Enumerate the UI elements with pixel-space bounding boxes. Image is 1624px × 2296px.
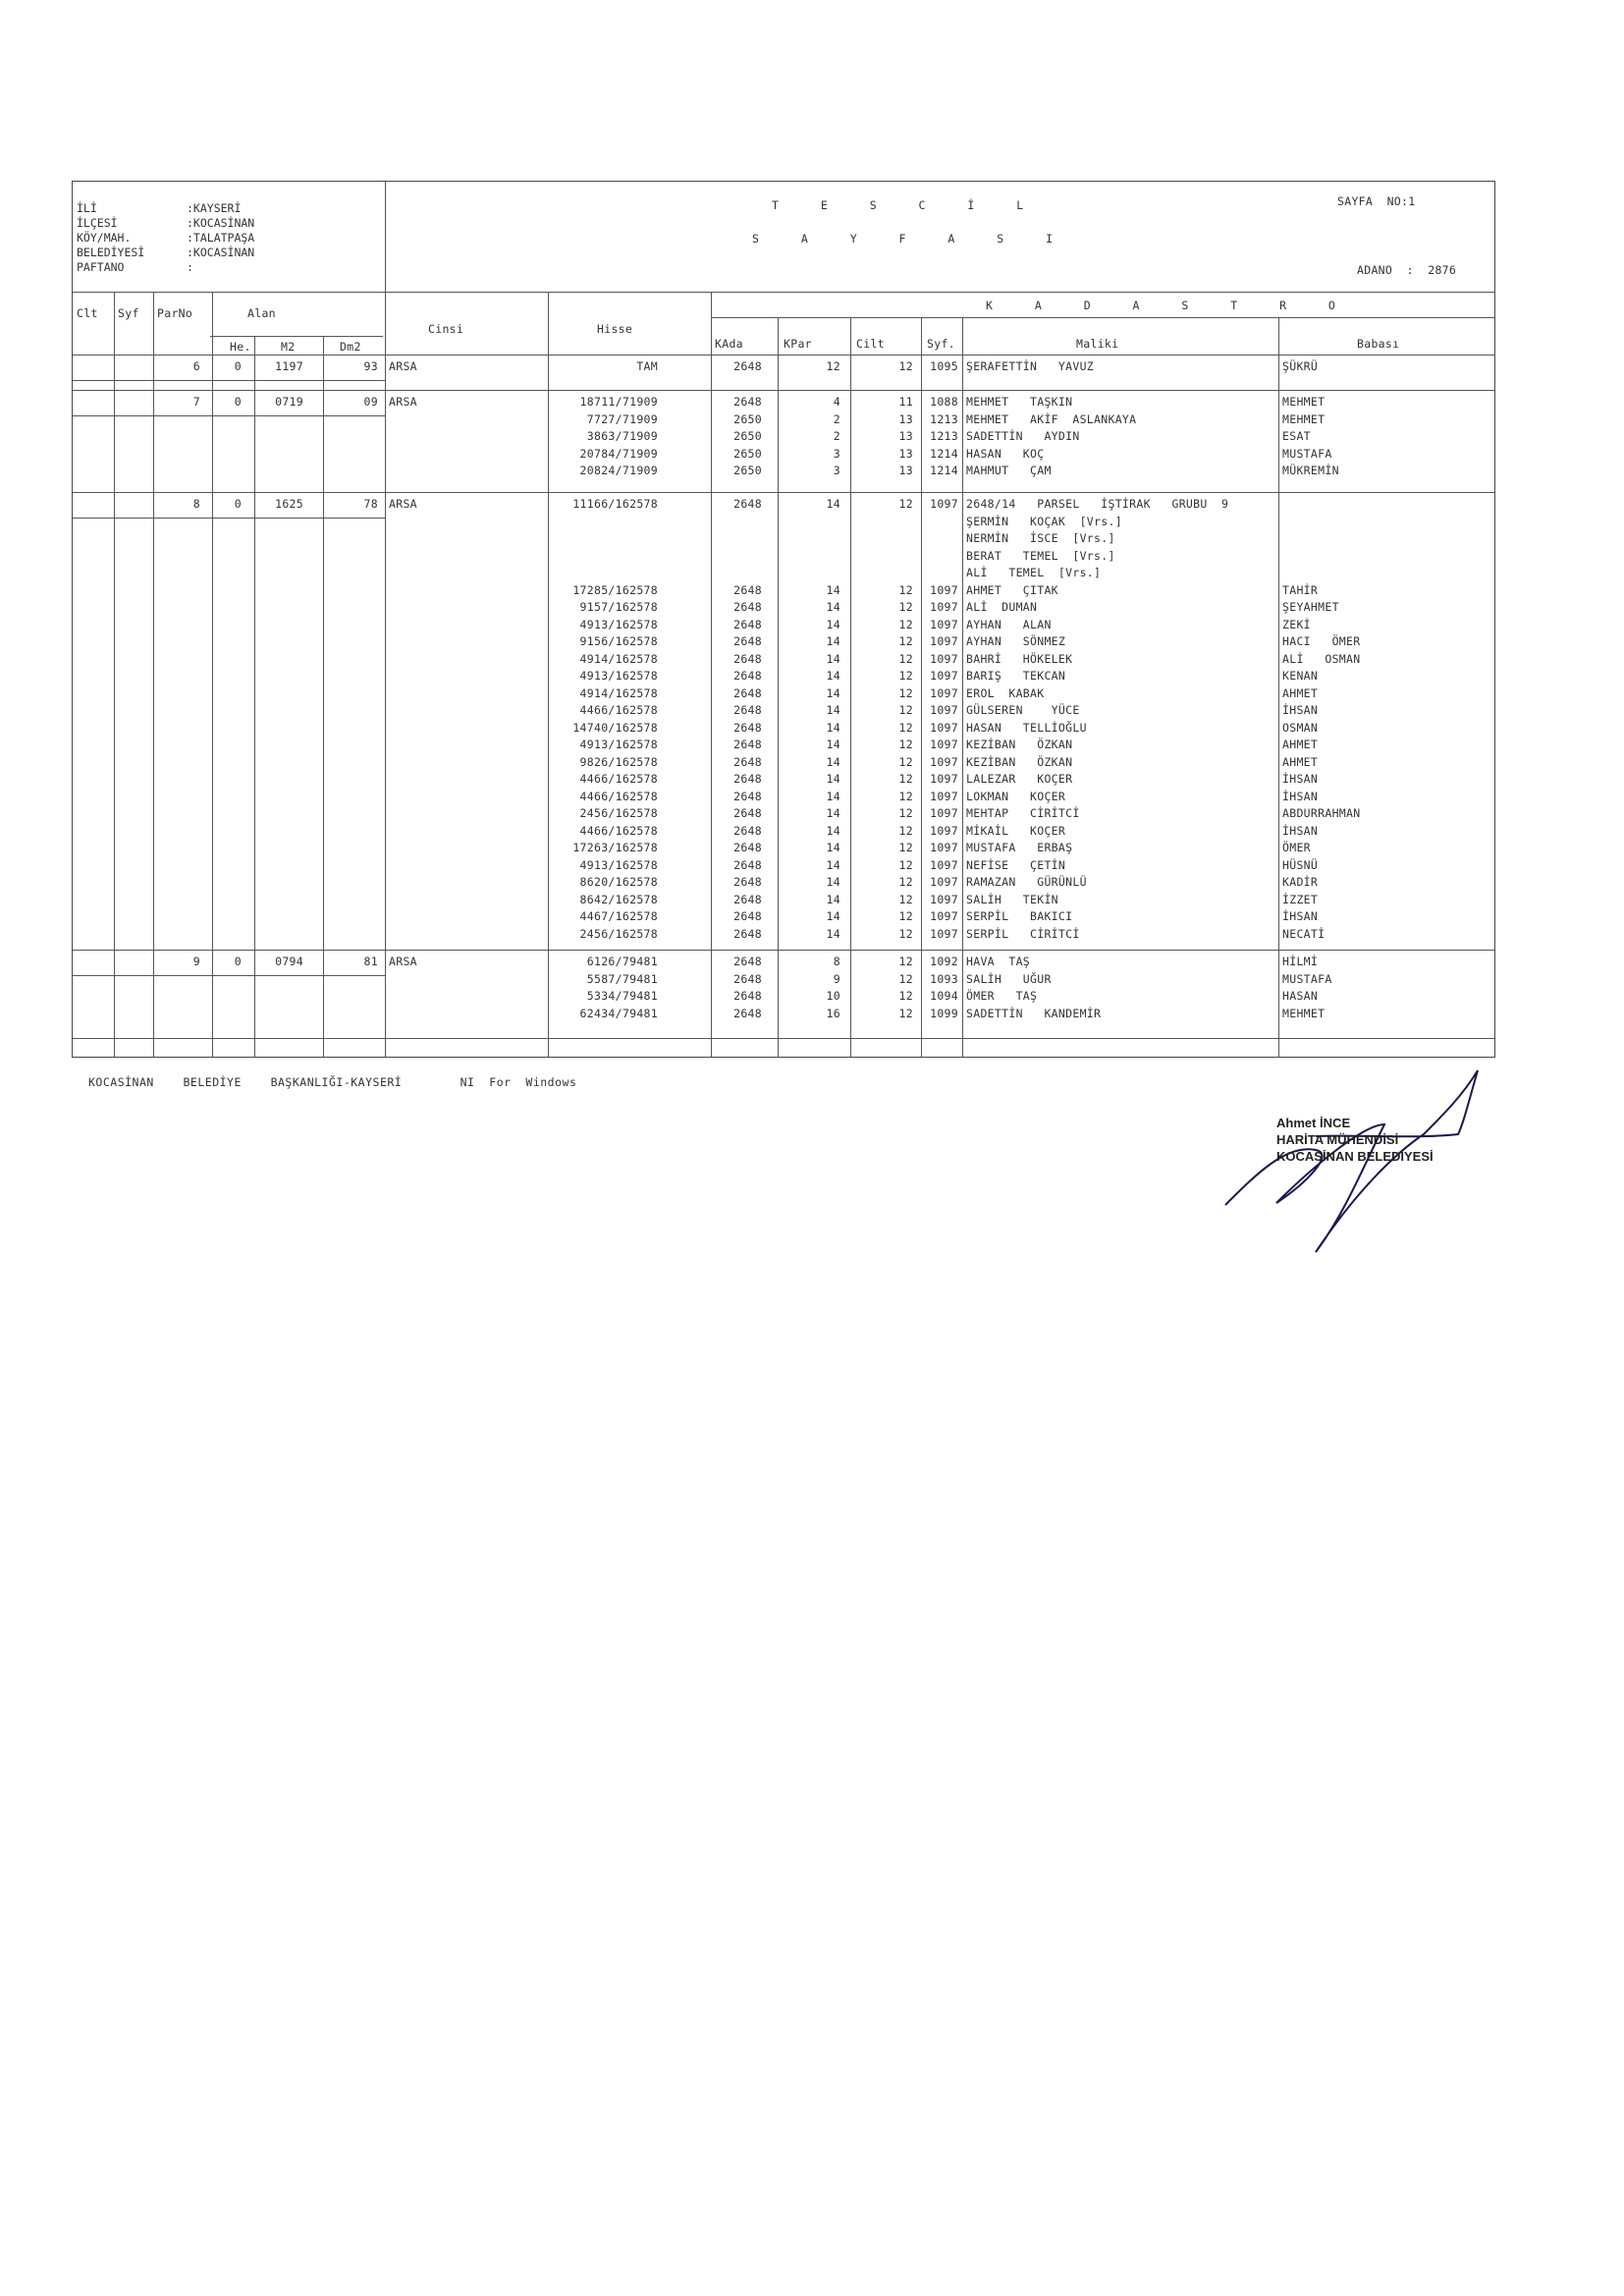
col-cinsi: Cinsi	[428, 322, 464, 336]
owner-name: SADETTİN AYDIN	[966, 429, 1080, 443]
owner-name: LALEZAR KOÇER	[966, 772, 1073, 786]
kadastro-sayfa: 1097	[930, 738, 958, 751]
kadastro-ada: 2648	[733, 582, 762, 597]
kadastro-parsel: 14	[826, 926, 840, 941]
kadastro-parsel: 14	[826, 841, 840, 854]
owner-name: BARIŞ TEKCAN	[966, 669, 1066, 683]
owner-name: ALİ TEMEL [Vrs.]	[966, 566, 1102, 579]
owner-name: GÜLSEREN YÜCE	[966, 703, 1080, 717]
kadastro-sayfa: 1213	[930, 411, 958, 426]
info-value: :KOCASİNAN	[187, 246, 255, 259]
location-info	[77, 201, 254, 275]
kadastro-sayfa: 1093	[930, 971, 958, 986]
owner-name: SERPİL CİRİTCİ	[966, 926, 1080, 941]
owner-name: KEZİBAN ÖZKAN	[966, 754, 1073, 769]
kadastro-sayfa: 1097	[930, 926, 958, 941]
kadastro-cilt: 12	[898, 738, 913, 751]
area-dm2: 93	[363, 359, 378, 373]
kadastro-ada: 2648	[733, 754, 762, 769]
parcel-type: ARSA	[389, 395, 417, 409]
kadastro-parsel: 14	[826, 720, 840, 735]
kadastro-cilt: 12	[898, 806, 913, 820]
owner-name: MAHMUT ÇAM	[966, 464, 1052, 477]
kadastro-ada: 2650	[733, 446, 762, 461]
owner-name: AHMET ÇITAK	[966, 582, 1058, 597]
owner-name: SERPİL BAKICI	[966, 909, 1073, 923]
area-he: 0	[234, 955, 242, 968]
kadastro-ada: 2648	[733, 823, 762, 838]
share: 3863/71909	[586, 429, 658, 443]
kadastro-parsel: 14	[826, 806, 840, 820]
kadastro-parsel: 12	[826, 359, 840, 373]
father-name: NECATİ	[1282, 926, 1326, 941]
kadastro-ada: 2648	[733, 497, 762, 511]
col-syf2: Syf.	[927, 337, 955, 351]
father-name: MÜKREMİN	[1282, 464, 1339, 477]
info-line	[77, 216, 254, 231]
kadastro-parsel: 14	[826, 600, 840, 614]
kadastro-cilt: 13	[898, 429, 913, 443]
area-m2: 1625	[275, 497, 303, 511]
share: 9156/162578	[579, 634, 658, 648]
kadastro-sayfa: 1097	[930, 806, 958, 820]
share: 17263/162578	[572, 841, 658, 854]
owner-name: HAVA TAŞ	[966, 955, 1031, 968]
kadastro-parsel: 14	[826, 892, 840, 906]
parcel-type: ARSA	[389, 359, 417, 373]
kadastro-cilt: 12	[898, 892, 913, 906]
owner-name: SALİH UĞUR	[966, 971, 1052, 986]
share: 7727/71909	[586, 411, 658, 426]
kadastro-sayfa: 1097	[930, 875, 958, 889]
kadastro-parsel: 14	[826, 634, 840, 648]
kadastro-cilt: 12	[898, 685, 913, 700]
father-name: MEHMET	[1282, 411, 1326, 426]
kadastro-cilt: 12	[898, 359, 913, 373]
owner-name: BERAT TEMEL [Vrs.]	[966, 548, 1115, 563]
share: 14740/162578	[572, 720, 658, 735]
kadastro-sayfa: 1214	[930, 446, 958, 461]
kadastro-cilt: 12	[898, 789, 913, 803]
share: 20824/71909	[579, 464, 658, 477]
col-cilt: Cilt	[856, 337, 885, 351]
kadastro-sayfa: 1092	[930, 955, 958, 968]
kadastro-sayfa: 1097	[930, 720, 958, 735]
stamp-title: HARİTA MÜHENDİSİ	[1276, 1132, 1399, 1147]
kadastro-ada: 2648	[733, 600, 762, 614]
share: 4913/162578	[579, 617, 658, 631]
tescil-table	[72, 181, 1495, 1058]
father-name: İHSAN	[1282, 772, 1319, 786]
info-line	[77, 201, 254, 216]
kadastro-ada: 2648	[733, 395, 762, 409]
kadastro-sayfa: 1213	[930, 429, 958, 443]
kadastro-sayfa: 1097	[930, 892, 958, 906]
share: 4467/162578	[579, 909, 658, 923]
kadastro-cilt: 13	[898, 464, 913, 477]
kadastro-parsel: 3	[833, 464, 840, 477]
share: 4466/162578	[579, 772, 658, 786]
col-babasi: Babası	[1357, 337, 1400, 351]
signature-stamp	[1218, 1066, 1492, 1262]
col-m2: M2	[281, 340, 296, 354]
area-he: 0	[234, 395, 242, 409]
father-name: ZEKİ	[1282, 617, 1311, 631]
kadastro-cilt: 13	[898, 446, 913, 461]
father-name: İHSAN	[1282, 823, 1319, 838]
page-number: SAYFA NO:1	[1337, 194, 1416, 208]
share: 4913/162578	[579, 669, 658, 683]
owner-name: ALİ DUMAN	[966, 600, 1038, 614]
father-name: İHSAN	[1282, 703, 1319, 717]
owner-name: AYHAN ALAN	[966, 617, 1052, 631]
info-label: İLİ	[77, 201, 97, 215]
kadastro-sayfa: 1097	[930, 823, 958, 838]
kadastro-ada: 2648	[733, 971, 762, 986]
kadastro-ada: 2648	[733, 806, 762, 820]
area-m2: 0719	[275, 395, 303, 409]
kadastro-ada: 2648	[733, 772, 762, 786]
kadastro-parsel: 9	[833, 971, 840, 986]
kadastro-sayfa: 1097	[930, 703, 958, 717]
owner-name: MEHMET TAŞKIN	[966, 395, 1073, 409]
kadastro-ada: 2648	[733, 634, 762, 648]
kadastro-ada: 2650	[733, 429, 762, 443]
father-name: TAHİR	[1282, 582, 1319, 597]
kadastro-sayfa: 1097	[930, 789, 958, 803]
share: 11166/162578	[572, 497, 658, 511]
kadastro-sayfa: 1097	[930, 841, 958, 854]
kadastro-ada: 2648	[733, 685, 762, 700]
owner-name: MEHTAP CİRİTCİ	[966, 806, 1080, 820]
kadastro-ada: 2648	[733, 738, 762, 751]
father-name: MUSTAFA	[1282, 446, 1332, 461]
father-name: HİLMİ	[1282, 955, 1319, 968]
parcel-type: ARSA	[389, 497, 417, 511]
kadastro-ada: 2648	[733, 875, 762, 889]
share: 4914/162578	[579, 685, 658, 700]
info-label: İLÇESİ	[77, 216, 118, 230]
kadastro-parsel: 14	[826, 703, 840, 717]
info-value: :	[187, 260, 193, 274]
share: 8642/162578	[579, 892, 658, 906]
kadastro-sayfa: 1097	[930, 909, 958, 923]
parcel-number: 9	[192, 955, 200, 968]
kadastro-cilt: 12	[898, 582, 913, 597]
info-label: BELEDİYESİ	[77, 246, 145, 259]
col-parno: ParNo	[157, 306, 193, 320]
father-name: KENAN	[1282, 669, 1319, 683]
kadastro-sayfa: 1097	[930, 857, 958, 872]
kadastro-cilt: 12	[898, 823, 913, 838]
kadastro-ada: 2648	[733, 909, 762, 923]
father-name: ABDURRAHMAN	[1282, 806, 1361, 820]
kadastro-cilt: 12	[898, 971, 913, 986]
col-alan: Alan	[247, 306, 276, 320]
col-hisse: Hisse	[597, 322, 633, 336]
info-value: :TALATPAŞA	[187, 231, 255, 245]
kadastro-sayfa: 1097	[930, 651, 958, 666]
kadastro-ada: 2648	[733, 703, 762, 717]
owner-name: ÖMER TAŞ	[966, 989, 1038, 1003]
owner-name: BAHRİ HÖKELEK	[966, 651, 1073, 666]
parcel-number: 8	[192, 497, 200, 511]
share: 4914/162578	[579, 651, 658, 666]
kadastro-cilt: 12	[898, 617, 913, 631]
ada-number: ADANO : 2876	[1357, 263, 1457, 277]
info-line	[77, 260, 254, 275]
parcel-type: ARSA	[389, 955, 417, 968]
kadastro-ada: 2648	[733, 1006, 762, 1020]
kadastro-sayfa: 1097	[930, 582, 958, 597]
kadastro-ada: 2648	[733, 892, 762, 906]
father-name: AHMET	[1282, 738, 1319, 751]
kadastro-ada: 2648	[733, 989, 762, 1003]
kadastro-parsel: 8	[833, 955, 840, 968]
father-name: AHMET	[1282, 685, 1319, 700]
share: 4913/162578	[579, 857, 658, 872]
info-line	[77, 246, 254, 260]
kadastro-parsel: 14	[826, 823, 840, 838]
share: 20784/71909	[579, 446, 658, 461]
kadastro-parsel: 4	[833, 395, 840, 409]
parcel-number: 6	[192, 359, 200, 373]
share: 4466/162578	[579, 703, 658, 717]
title-tescil: T E S C İ L	[772, 198, 1042, 212]
kadastro-sayfa: 1097	[930, 634, 958, 648]
share: 4466/162578	[579, 823, 658, 838]
kadastro-cilt: 12	[898, 754, 913, 769]
col-maliki: Maliki	[1076, 337, 1119, 351]
kadastro-ada: 2648	[733, 669, 762, 683]
col-clt: Clt	[77, 306, 98, 320]
share: TAM	[636, 359, 658, 373]
kadastro-ada: 2648	[733, 651, 762, 666]
kadastro-cilt: 11	[898, 395, 913, 409]
father-name: MEHMET	[1282, 1006, 1326, 1020]
area-he: 0	[234, 359, 242, 373]
father-name: MUSTAFA	[1282, 971, 1332, 986]
owner-name: 2648/14 PARSEL İŞTİRAK GRUBU 9	[966, 497, 1229, 511]
kadastro-ada: 2648	[733, 926, 762, 941]
kadastro-parsel: 14	[826, 772, 840, 786]
owner-name: SADETTİN KANDEMİR	[966, 1006, 1102, 1020]
father-name: AHMET	[1282, 754, 1319, 769]
father-name: OSMAN	[1282, 720, 1319, 735]
info-label: KÖY/MAH.	[77, 231, 132, 245]
kadastro-ada: 2648	[733, 789, 762, 803]
owner-name: ŞERMİN KOÇAK [Vrs.]	[966, 514, 1122, 528]
owner-name: RAMAZAN GÜRÜNLÜ	[966, 875, 1087, 889]
info-line	[77, 231, 254, 246]
share: 2456/162578	[579, 806, 658, 820]
info-value: :KOCASİNAN	[187, 216, 255, 230]
footer-text: KOCASİNAN BELEDİYE BAŞKANLIĞI-KAYSERİ NI For Windows	[88, 1075, 577, 1089]
kadastro-parsel: 14	[826, 738, 840, 751]
kadastro-sayfa: 1097	[930, 772, 958, 786]
kadastro-cilt: 12	[898, 703, 913, 717]
owner-name: MİKAİL KOÇER	[966, 823, 1066, 838]
kadastro-ada: 2648	[733, 857, 762, 872]
kadastro-parsel: 14	[826, 685, 840, 700]
parcel-number: 7	[192, 395, 200, 409]
kadastro-parsel: 2	[833, 429, 840, 443]
father-name: İHSAN	[1282, 789, 1319, 803]
father-name: ŞEYAHMET	[1282, 600, 1339, 614]
kadastro-parsel: 14	[826, 909, 840, 923]
area-dm2: 78	[363, 497, 378, 511]
col-kpar: KPar	[784, 337, 812, 351]
kadastro-ada: 2648	[733, 955, 762, 968]
kadastro-cilt: 12	[898, 926, 913, 941]
father-name: MEHMET	[1282, 395, 1326, 409]
area-he: 0	[234, 497, 242, 511]
kadastro-sayfa: 1088	[930, 395, 958, 409]
kadastro-cilt: 12	[898, 651, 913, 666]
kadastro-parsel: 14	[826, 651, 840, 666]
owner-name: NERMİN İSCE [Vrs.]	[966, 531, 1115, 545]
kadastro-cilt: 12	[898, 600, 913, 614]
kadastro-sayfa: 1094	[930, 989, 958, 1003]
kadastro-parsel: 14	[826, 582, 840, 597]
owner-name: ŞERAFETTİN YAVUZ	[966, 359, 1095, 373]
owner-name: HASAN KOÇ	[966, 446, 1045, 461]
owner-name: KEZİBAN ÖZKAN	[966, 738, 1073, 751]
kadastro-parsel: 2	[833, 411, 840, 426]
owner-name: SALİH TEKİN	[966, 892, 1058, 906]
father-name: ÖMER	[1282, 841, 1311, 854]
kadastro-cilt: 12	[898, 909, 913, 923]
kadastro-parsel: 14	[826, 789, 840, 803]
kadastro-sayfa: 1214	[930, 464, 958, 477]
kadastro-cilt: 12	[898, 634, 913, 648]
area-m2: 0794	[275, 955, 303, 968]
kadastro-cilt: 12	[898, 1006, 913, 1020]
col-kada: KAda	[715, 337, 743, 351]
kadastro-ada: 2648	[733, 617, 762, 631]
kadastro-parsel: 14	[826, 497, 840, 511]
kadastro-parsel: 14	[826, 875, 840, 889]
share: 8620/162578	[579, 875, 658, 889]
kadastro-cilt: 13	[898, 411, 913, 426]
share: 9157/162578	[579, 600, 658, 614]
stamp-office: KOCASİNAN BELEDİYESİ	[1276, 1149, 1434, 1164]
col-kadastro: K A D A S T R O	[986, 299, 1353, 312]
share: 6126/79481	[586, 955, 658, 968]
kadastro-sayfa: 1097	[930, 600, 958, 614]
share: 5334/79481	[586, 989, 658, 1003]
stamp-name: Ahmet İNCE	[1276, 1116, 1351, 1130]
kadastro-parsel: 16	[826, 1006, 840, 1020]
kadastro-cilt: 12	[898, 989, 913, 1003]
kadastro-ada: 2650	[733, 411, 762, 426]
owner-name: AYHAN SÖNMEZ	[966, 634, 1066, 648]
kadastro-sayfa: 1097	[930, 754, 958, 769]
kadastro-parsel: 10	[826, 989, 840, 1003]
kadastro-sayfa: 1095	[930, 359, 958, 373]
father-name: KADİR	[1282, 875, 1319, 889]
father-name: ALİ OSMAN	[1282, 651, 1361, 666]
father-name: İHSAN	[1282, 909, 1319, 923]
father-name: ŞÜKRÜ	[1282, 359, 1319, 373]
kadastro-cilt: 12	[898, 857, 913, 872]
father-name: HÜSNÜ	[1282, 857, 1319, 872]
share: 4913/162578	[579, 738, 658, 751]
share: 4466/162578	[579, 789, 658, 803]
share: 17285/162578	[572, 582, 658, 597]
kadastro-cilt: 12	[898, 772, 913, 786]
title-sayfasi: S A Y F A S I	[752, 232, 1071, 246]
share: 2456/162578	[579, 926, 658, 941]
col-dm2: Dm2	[340, 340, 361, 354]
kadastro-sayfa: 1097	[930, 617, 958, 631]
share: 5587/79481	[586, 971, 658, 986]
kadastro-parsel: 14	[826, 754, 840, 769]
owner-name: LOKMAN KOÇER	[966, 789, 1066, 803]
col-syf: Syf	[118, 306, 139, 320]
kadastro-ada: 2648	[733, 720, 762, 735]
father-name: İZZET	[1282, 892, 1319, 906]
kadastro-cilt: 12	[898, 720, 913, 735]
kadastro-ada: 2648	[733, 841, 762, 854]
share: 9826/162578	[579, 754, 658, 769]
kadastro-parsel: 14	[826, 857, 840, 872]
kadastro-cilt: 12	[898, 955, 913, 968]
kadastro-sayfa: 1097	[930, 669, 958, 683]
kadastro-sayfa: 1099	[930, 1006, 958, 1020]
father-name: HACI ÖMER	[1282, 634, 1361, 648]
kadastro-cilt: 12	[898, 669, 913, 683]
share: 62434/79481	[579, 1006, 658, 1020]
kadastro-sayfa: 1097	[930, 497, 958, 511]
father-name: ESAT	[1282, 429, 1311, 443]
kadastro-cilt: 12	[898, 841, 913, 854]
area-dm2: 09	[363, 395, 378, 409]
owner-name: HASAN TELLİOĞLU	[966, 720, 1087, 735]
info-label: PAFTANO	[77, 260, 125, 274]
kadastro-ada: 2648	[733, 359, 762, 373]
col-he: He.	[230, 340, 251, 354]
info-value: :KAYSERİ	[187, 201, 242, 215]
kadastro-sayfa: 1097	[930, 685, 958, 700]
area-dm2: 81	[363, 955, 378, 968]
share: 18711/71909	[579, 395, 658, 409]
kadastro-cilt: 12	[898, 497, 913, 511]
kadastro-parsel: 14	[826, 669, 840, 683]
area-m2: 1197	[275, 359, 303, 373]
father-name: HASAN	[1282, 989, 1319, 1003]
kadastro-parsel: 14	[826, 617, 840, 631]
kadastro-cilt: 12	[898, 875, 913, 889]
owner-name: EROL KABAK	[966, 685, 1045, 700]
kadastro-ada: 2650	[733, 464, 762, 477]
kadastro-parsel: 3	[833, 446, 840, 461]
owner-name: NEFİSE ÇETİN	[966, 857, 1066, 872]
owner-name: MEHMET AKİF ASLANKAYA	[966, 411, 1137, 426]
owner-name: MUSTAFA ERBAŞ	[966, 841, 1073, 854]
